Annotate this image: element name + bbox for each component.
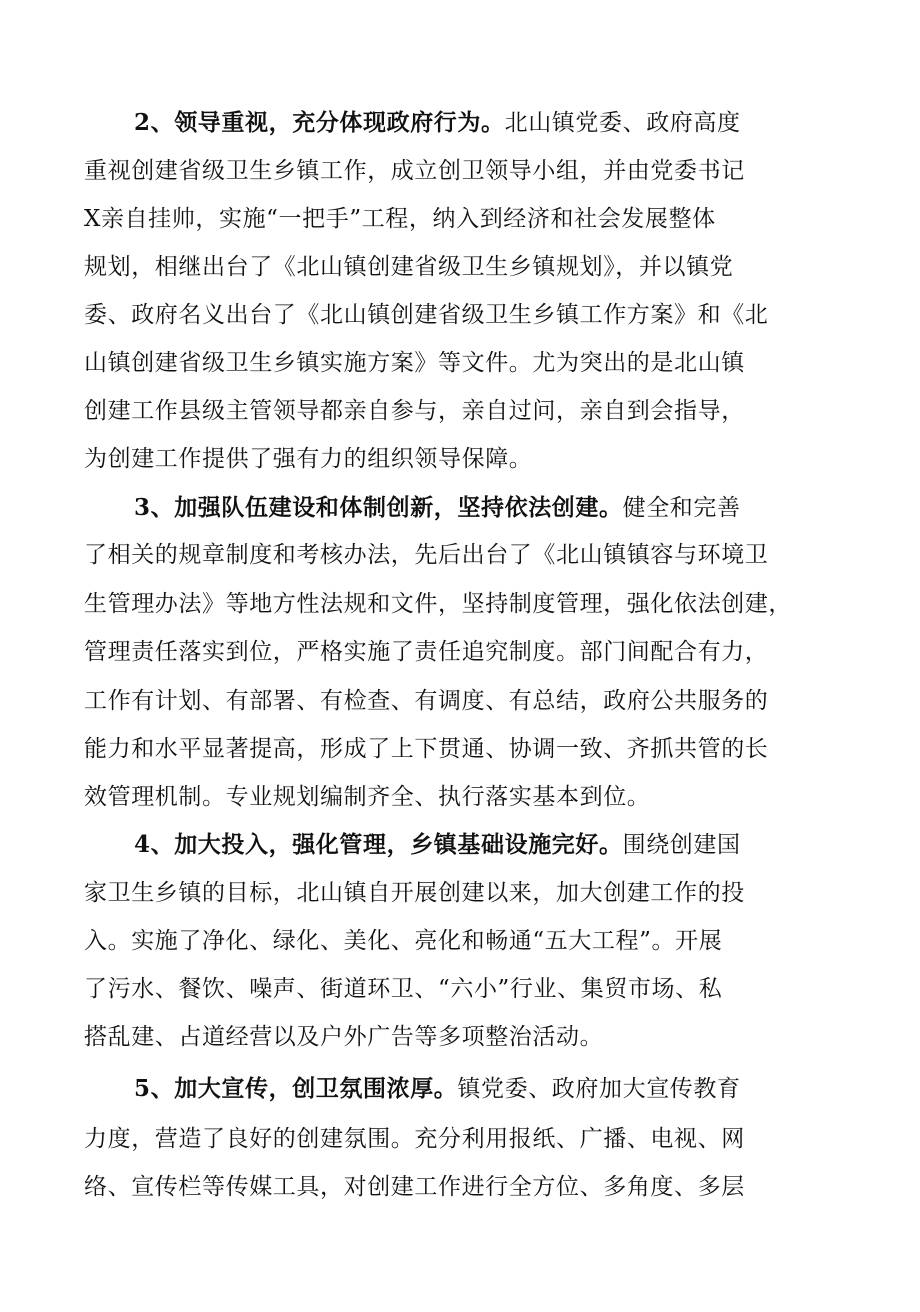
paragraph-line: 了相关的规章制度和考核办法，先后出台了《北山镇镇容与环境卫 — [84, 542, 769, 568]
paragraph-line: 力度，营造了良好的创建氛围。充分利用报纸、广播、电视、网 — [84, 1126, 745, 1152]
paragraph-line: 创建工作县级主管领导都亲自参与，亲自过问，亲自到会指导， — [84, 398, 745, 424]
paragraph-line: 搭乱建、占道经营以及户外广告等多项整治活动。 — [84, 1024, 604, 1050]
paragraph-line: 工作有计划、有部署、有检查、有调度、有总结，政府公共服务的 — [84, 688, 769, 714]
paragraph-line: 重视创建省级卫生乡镇工作，成立创卫领导小组，并由党委书记 — [84, 158, 745, 184]
paragraph-line: 入。实施了净化、绿化、美化、亮化和畅通“五大工程”。开展 — [84, 928, 723, 954]
paragraph-line: 络、宣传栏等传媒工具，对创建工作进行全方位、多角度、多层 — [84, 1174, 745, 1200]
paragraph-text: 北山镇党委、政府高度 — [504, 110, 741, 136]
paragraph-first-line — [134, 108, 741, 138]
paragraph-line: 家卫生乡镇的目标，北山镇自开展创建以来，加大创建工作的投 — [84, 880, 745, 906]
paragraph-line: 生管理办法》等地方性法规和文件，坚持制度管理，强化依法创建， — [84, 591, 792, 617]
paragraph-first-line — [134, 1074, 741, 1104]
paragraph-heading: 4、加大投入，强化管理，乡镇基础设施完好。 — [134, 831, 623, 858]
paragraph-text: 镇党委、政府加大宣传教育 — [457, 1076, 741, 1102]
paragraph-line: 能力和水平显著提高，形成了上下贯通、协调一致、齐抓共管的长 — [84, 736, 769, 762]
paragraph-line: 委、政府名义出台了《北山镇创建省级卫生乡镇工作方案》和《北 — [84, 302, 769, 328]
paragraph-line: 为创建工作提供了强有力的组织领导保障。 — [84, 446, 533, 472]
paragraph-line: 规划，相继出台了《北山镇创建省级卫生乡镇规划》，并以镇党 — [84, 254, 734, 280]
paragraph-line: 山镇创建省级卫生乡镇实施方案》等文件。尤为突出的是北山镇 — [84, 350, 745, 376]
paragraph-line: X亲自挂帅，实施“一把手”工程，纳入到经济和社会发展整体 — [84, 206, 716, 232]
paragraph-heading: 3、加强队伍建设和体制创新，坚持依法创建。 — [134, 494, 623, 521]
paragraph-first-line — [134, 830, 741, 860]
paragraph-text: 围绕创建国 — [622, 832, 741, 858]
paragraph-heading: 5、加大宣传，创卫氛围浓厚。 — [134, 1075, 458, 1102]
paragraph-line: 管理责任落实到位，严格实施了责任追究制度。部门间配合有力， — [84, 639, 769, 665]
paragraph-line: 了污水、餐饮、噪声、街道环卫、“六小”行业、集贸市场、私 — [84, 976, 723, 1002]
paragraph-first-line — [134, 493, 741, 523]
paragraph-line: 效管理机制。专业规划编制齐全、执行落实基本到位。 — [84, 784, 651, 810]
paragraph-text: 健全和完善 — [622, 495, 741, 521]
paragraph-heading: 2、领导重视，充分体现政府行为。 — [134, 109, 505, 136]
